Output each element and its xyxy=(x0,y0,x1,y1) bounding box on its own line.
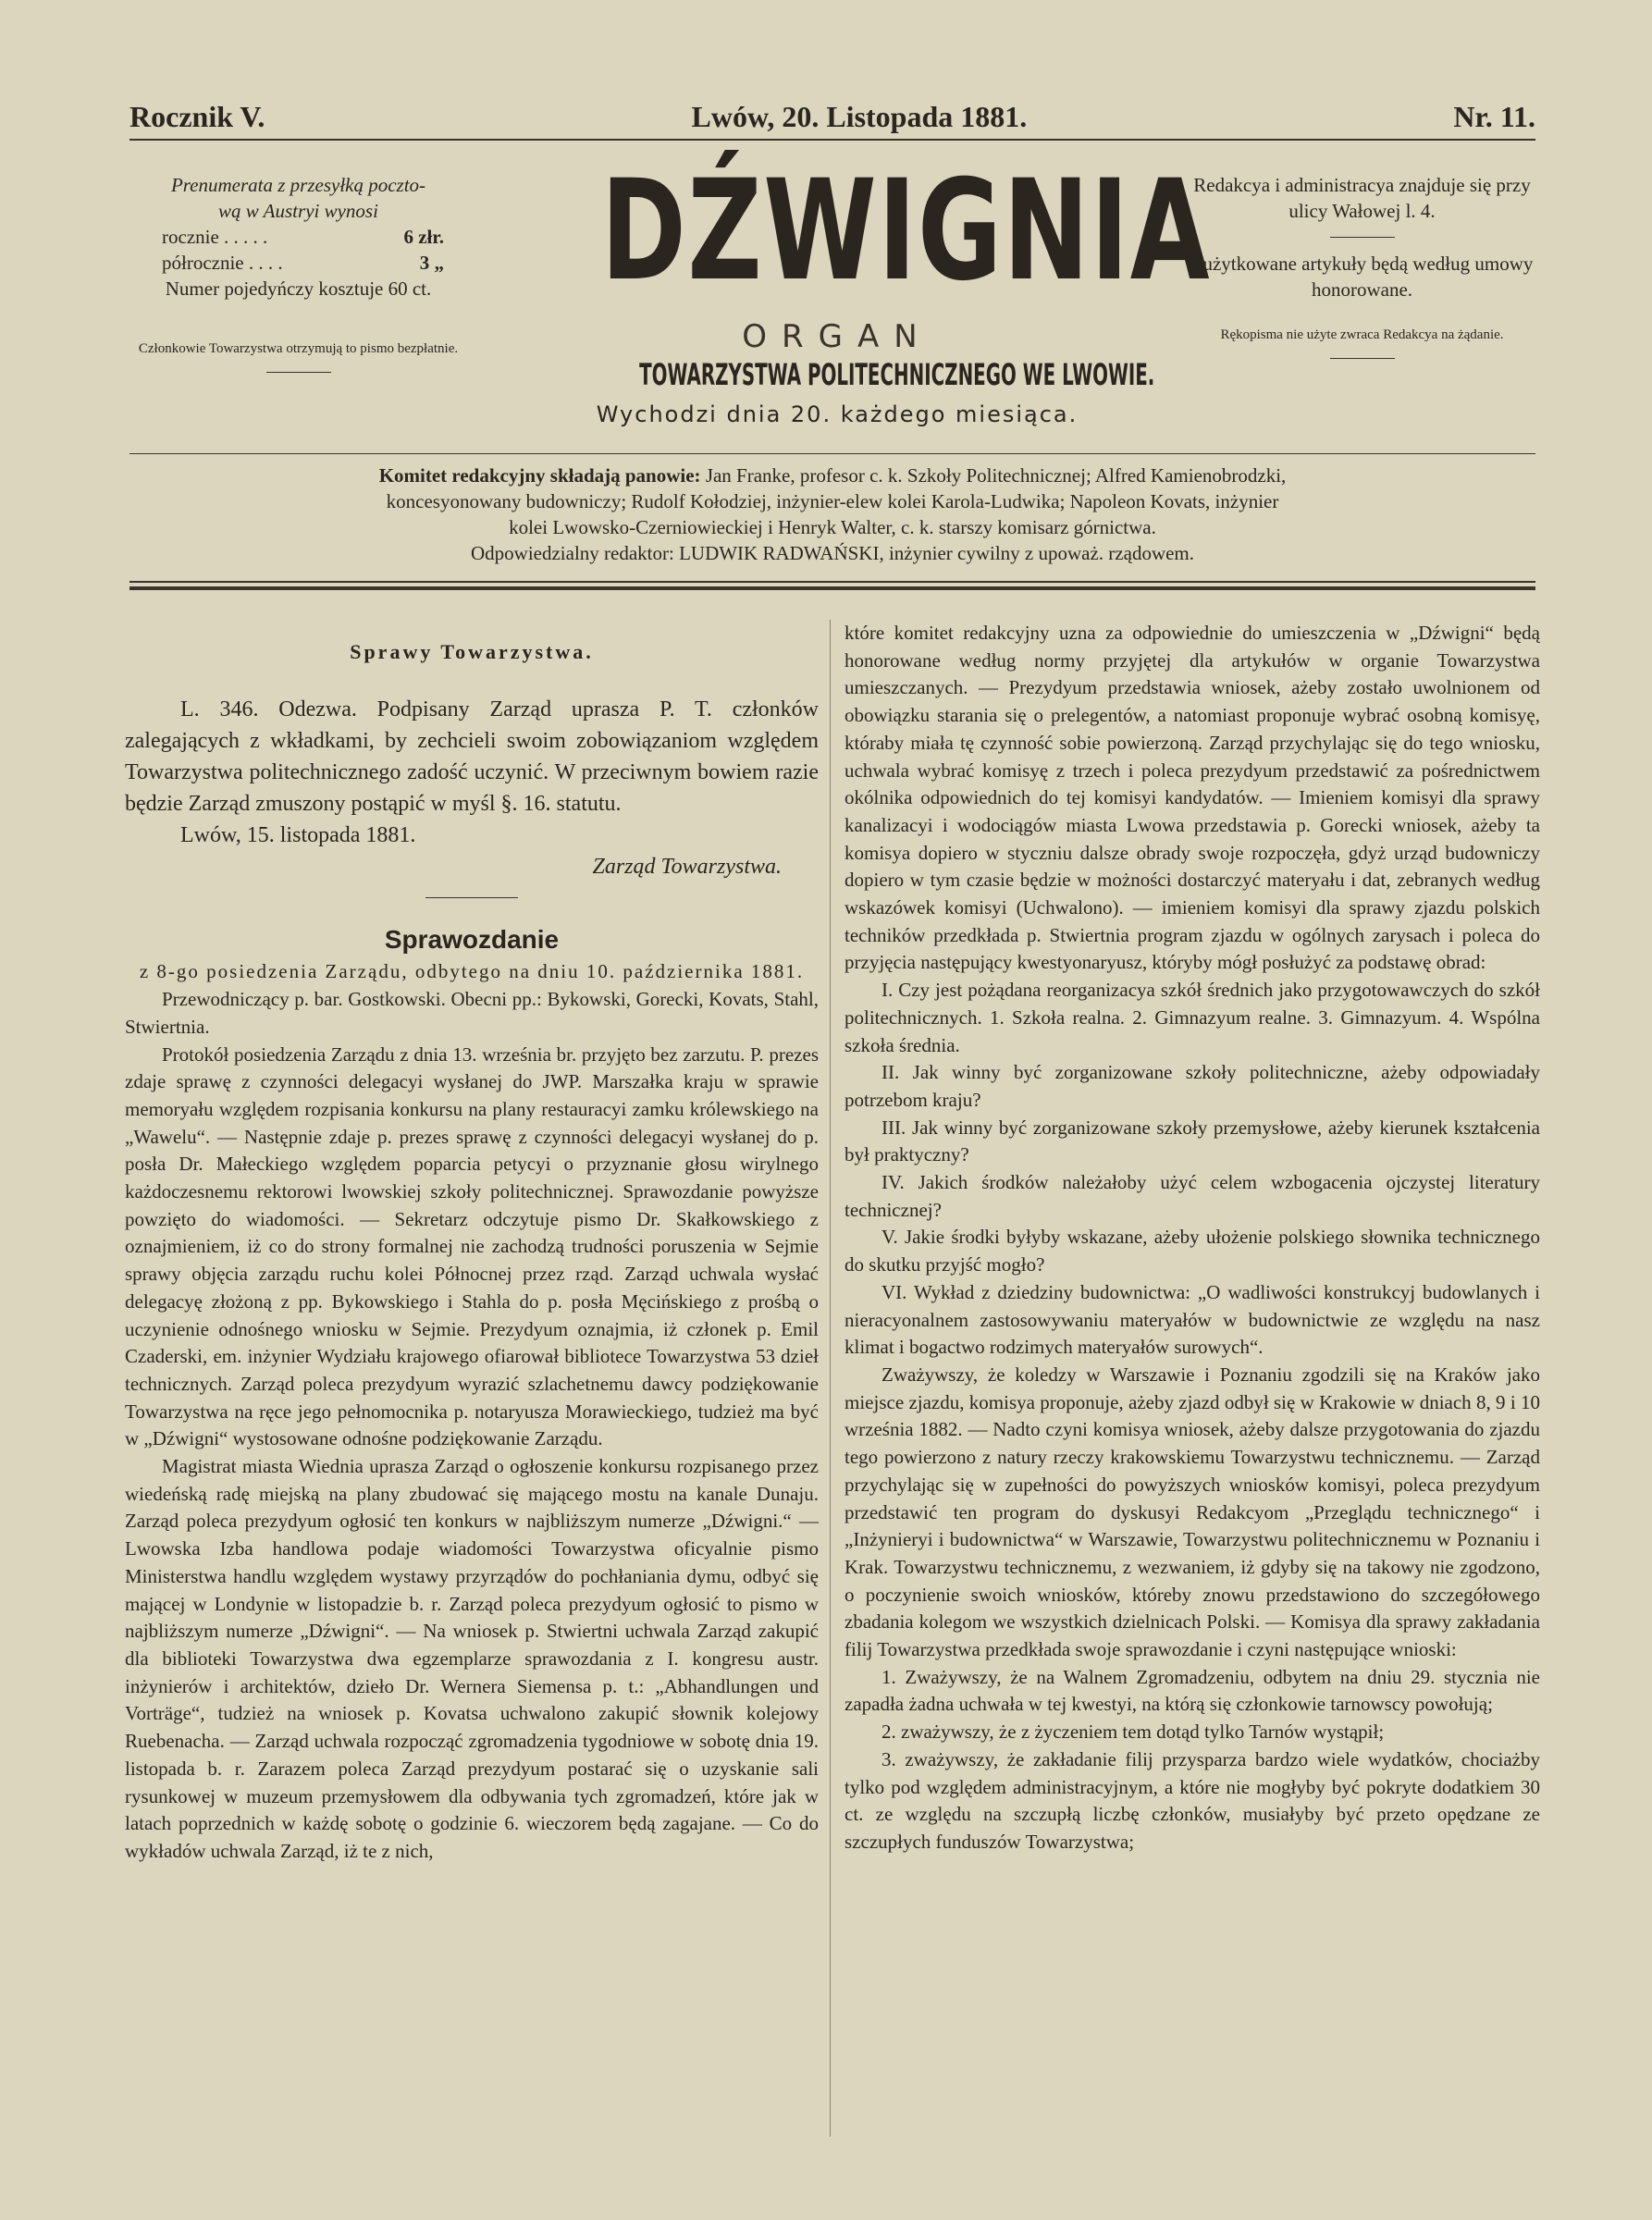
place-date: Lwów, 20. Listopada 1881. xyxy=(691,100,1028,133)
header-rule xyxy=(129,139,1535,141)
question: III. Jak winny być zorganizowane szkoły przemysłowe, ażeby kierunek kształcenia był praktyczny? xyxy=(844,1116,1540,1166)
volume-label: Rocznik V. xyxy=(129,100,265,133)
committee-lead: Komitet redakcyjny składają panowie: xyxy=(378,464,701,487)
publication-frequency: Wychodzi dnia 20. każdego miesiąca. xyxy=(596,401,1079,427)
editorial-box xyxy=(1189,172,1535,372)
report-subtitle: z 8-go posiedzenia Zarządu, odbytego na dniu 10. października 1881. xyxy=(139,960,805,983)
committee-rule xyxy=(129,581,1535,583)
question: I. Czy jest pożądana reorganizacya szkół średnich jako przygotowawczych do szkół politechnicznych. 1. Szkoła realna. 2. Gimnazyum realne. 3. Gimnazyum. 4. Wspólna szkoła średnia. xyxy=(844,979,1540,1056)
divider xyxy=(1330,237,1395,238)
decree-date: Lwów, 15. listopada 1881. xyxy=(180,822,416,847)
paragraph: Magistrat miasta Wiednia uprasza Zarząd o ogłoszenie konkursu rozpisanego przez wiedeńską radę miejską na plany zbudować się mającego mostu na kanale Dunaju. Zarząd poleca prezydyum ogłosić ten konkurs w najbliższym numerze „Dźwigni.“ — Lwowska Izba handlowa podaje wiadomości Towarzystwa oficyalnie pismo Ministerstwa handlu względem wystawy przyrządów do pochłaniania dymu, odbyć się mającej w Londynie w listopadzie b. r. Zarząd poleca prezydyum ogłosić to pismo w najbliższym numerze „Dźwigni“. — Na wniosek p. Stwiertni uchwala Zarząd zakupić dla biblioteki Towarzystwa dwa egzemplarze sprawozdania z I. kongresu austr. inżynierów i architektów, dzieło Dr. Wernera Siemensa p. t.: „Abhandlungen und Vorträge“, tudzież na wniosek p. Kovatsa uchwalono zakupić słownik kolejowy Ruebenacha. — Zarząd uchwala rozpocząć zgromadzenia tygodniowe w sobotę dnia 19. listopada b. r. Zarazem poleca Zarząd prezydyum postarać się o uzyskanie sali rysunkowej w muzeum przemysłowem dla odbywania tych zgromadzeń, które jak w latach poprzednich w każdę sobotę o godzinie 6. wieczorem będą zagajane. — Co do wykładów uchwala Zarząd, iż te z nich, xyxy=(125,1455,819,1862)
committee-line3: kolei Lwowsko-Czerniowieckiej i Henryk Walter, c. k. starszy komisarz górnictwa. xyxy=(509,516,1156,538)
subscription-line1: Prenumerata z przesyłką poczto- xyxy=(170,174,426,196)
organ-label: ORGAN xyxy=(742,318,932,355)
articles-note: Zużytkowane artykuły będą według umowy honorowane. xyxy=(1190,253,1534,301)
manuscripts-note: Rękopisma nie użyte zwraca Redakcya na żądanie. xyxy=(1220,327,1504,342)
left-column xyxy=(125,620,819,1866)
section-title: Sprawy Towarzystwa. xyxy=(350,640,594,663)
masthead-rule xyxy=(129,453,1535,454)
question: VI. Wykład z dziedziny budownictwa: „O wadliwości konstrukcyj budowlanych i nieracyonalnem zastosowywaniu materyałów w budownictwie ze względu na nasz klimat i bogactwo rodzimych materyałów surowych“. xyxy=(844,1280,1540,1359)
editorial-committee xyxy=(166,462,1498,566)
decree-signature: Zarząd Towarzystwa. xyxy=(592,854,782,879)
decree-text: L. 346. Odezwa. Podpisany Zarząd uprasza P. T. członków zalegających z wkładkami, by zechcieli swoim zobowiązaniom względem Towarzystwa politechnicznego zadość uczynić. W przeciwnym bowiem razie będzie Zarząd zmuszony postąpić w myśl §. 16. statutu. xyxy=(125,697,819,816)
question: II. Jak winny być zorganizowane szkoły politechniczne, ażeby odpowiadały potrzebom kraju? xyxy=(844,1061,1540,1111)
committee-rule-thick xyxy=(129,586,1535,590)
column-divider xyxy=(830,620,831,2137)
divider xyxy=(1330,358,1395,359)
issue-header xyxy=(129,100,1535,134)
question: V. Jakie środki byłyby wskazane, ażeby ułożenie polskiego słownika technicznego do skutku przyjść mogło? xyxy=(844,1226,1540,1276)
paragraph: Protokół posiedzenia Zarządu z dnia 13. września br. przyjęto bez zarzutu. P. prezes zdaje sprawę z czynności delegacyi wysłanej do JWP. Marszałka kraju w sprawie memoryału względem rozpisania konkursu na plany restauracyi zamku królewskiego na „Wawelu“. — Następnie zdaje p. prezes sprawę z czynności delegacyi wysłanej do p. posła Dr. Małeckiego względem poparcia petycyi o przyznanie głosu wirylnego każdoczesnemu rektorowi lwowskiej szkoły politechnicznej. Sprawozdanie powyższe powzięto do wiadomości. — Sekretarz odczytuje pismo Dr. Skałkowskiego z oznajmieniem, iż co do strony formalnej nie zachodzą trudności poruszenia w Sejmie sprawy objęcia zarządu ruchu kolei Północnej przez rząd. Zarząd uchwala wysłać delegacyę złożoną z pp. Bykowskiego i Stahla do p. posła Męcińskiego z prośbą o uczynienie odnośnego wniosku w Sejmie. Prezydyum oznajmia, iż członek p. Emil Czaderski, em. inżynier Wydziału krajowego ofiarował bibliotece Towarzystwa 53 dzieł technicznych. Zarząd poleca prezydyum wyrazić szlachetnemu dawcy podziękowanie Towarzystwa na ręce jego pełnomocnika p. notaryusza Morawieckiego, tudzież ma być w „Dźwigni“ wystosowane odnośne podziękowanie Zarządu. xyxy=(125,1042,819,1450)
masthead xyxy=(518,151,1212,427)
motion: 3. zważywszy, że zakładanie filij przysparza bardzo wiele wydatków, chociażby tylko pod względem administracyjnym, a które nie mogłyby być pokryte dodatkiem 30 ct. ze względu na szczupłą liczbę członków, musiałyby być przeto opędzane ze szczupłych funduszów Towarzystwa; xyxy=(844,1747,1540,1853)
committee-line2: koncesyonowany budowniczy; Rudolf Kołodziej, inżynier-elew kolei Karola-Ludwika; Napoleon Kovats, inżynier xyxy=(386,490,1279,512)
motion: 1. Zważywszy, że na Walnem Zgromadzeniu, odbytem na dniu 29. stycznia nie zapadła żadna uchwała w tej kwestyi, na którą się członkowie tarnowscy powołują; xyxy=(844,1665,1540,1716)
price-row-yearly: rocznie . . . . . 6 złr. xyxy=(162,226,444,248)
right-column xyxy=(844,620,1540,1856)
report-title: Sprawozdanie xyxy=(384,924,560,954)
committee-line1: Jan Franke, profesor c. k. Szkoły Politechnicznej; Alfred Kamienobrodzki, xyxy=(705,464,1287,487)
divider xyxy=(425,897,518,898)
divider xyxy=(266,372,331,373)
newspaper-title: DŹWIGNIA xyxy=(600,151,1212,312)
subscription-box xyxy=(125,172,472,386)
single-issue-price: Numer pojedyńczy kosztuje 60 ct. xyxy=(165,278,432,300)
paragraph: Zważywszy, że koledzy w Warszawie i Poznaniu zgodzili się na Kraków jako miejsce zjazdu, komisya proponuje, ażeby zjazd odbył się w Krakowie w dniach 8, 9 i 10 września 1882. — Nadto czyni komisya wniosek, ażeby dalsze przygotowania do zjazdu tego powierzono z natury rzeczy krakowskiemu Towarzystwu technicznemu. — Zarząd przychylając się w zupełności do powyższych wniosków komisyi, poleca prezydyum przedstawić ten program do dyskusyi Redakcyom „Przeglądu technicznego“ i „Inżynieryi i budownictwa“ w Warszawie, Towarzystwu politechnicznemu w Poznaniu i Krak. Towarzystwu technicznemu, z wezwaniem, iż gdyby się na takowy nie zgodzono, o poczynienie swoich wniosków, któreby znowu przedstawiono do szczegółowego zbadania kolegom we wszystkich dzielnicach Polski. — Komisya dla sprawy zakładania filij Towarzystwa przedkłada swoje sprawozdanie i czyni następujące wnioski: xyxy=(844,1363,1540,1661)
society-name: TOWARZYSTWA POLITECHNICZNEGO WE LWOWIE. xyxy=(639,357,1155,392)
responsible-editor: Odpowiedzialny redaktor: LUDWIK RADWAŃSKI, inżynier cywilny z upoważ. rządowem. xyxy=(470,542,1195,564)
issue-number: Nr. 11. xyxy=(1453,100,1535,133)
decree xyxy=(125,694,819,882)
paragraph: Przewodniczący p. bar. Gostkowski. Obecni pp.: Bykowski, Gorecki, Kovats, Stahl, Stwiertnia. xyxy=(125,988,819,1038)
editorial-address: Redakcya i administracya znajduje się przy ulicy Wałowej l. 4. xyxy=(1193,174,1531,222)
price-row-halfyear: półrocznie . . . . 3 „ xyxy=(162,252,444,274)
motion: 2. zważywszy, że z życzeniem tem dotąd tylko Tarnów wystąpił; xyxy=(881,1720,1385,1744)
question: IV. Jakich środków należałoby użyć celem wzbogacenia ojczystej literatury technicznej? xyxy=(844,1171,1540,1221)
paragraph: które komitet redakcyjny uzna za odpowiednie do umieszczenia w „Dźwigni“ będą honorowane według normy przyjętej dla artykułów w organie Towarzystwa umieszczanych. — Prezydyum przedstawia wniosek, ażeby zostało uwolnionem od obowiązku starania się o prelegentów, a natomiast proponuje wybrać osobną komisyę, któraby miała tę czynność sobie powierzoną. Zarząd przychylając się do tego wniosku, uchwala wybrać komisyę z trzech i poleca prezydyum przedstawić za pośrednictwem okólnika odpowiednich do tej komisyi kandydatów. — Imieniem komisyi dla sprawy kanalizacyi i wodociągów miasta Lwowa przedstawia p. Gorecki wniosek, ażeby ta komisya dopiero w styczniu dalsze obrady swoje rozpoczęła, gdyż urząd budowniczy dopiero w tym czasie będzie w możności dostarczyć materyału i dat, zebranych według wskazówek komisyi (Uchwalono). — imieniem komisyi dla sprawy zjazdu polskich techników przedkłada p. Stwiertnia program zjazdu w ogólnych zarysach i poleca do przyjęcia następujący kwestyonaryusz, któryby mógł posłużyć za podstawę obrad: xyxy=(844,622,1540,974)
members-note: Członkowie Towarzystwa otrzymują to pismo bezpłatnie. xyxy=(138,341,459,356)
subscription-line2: wą w Austryi wynosi xyxy=(218,200,378,222)
